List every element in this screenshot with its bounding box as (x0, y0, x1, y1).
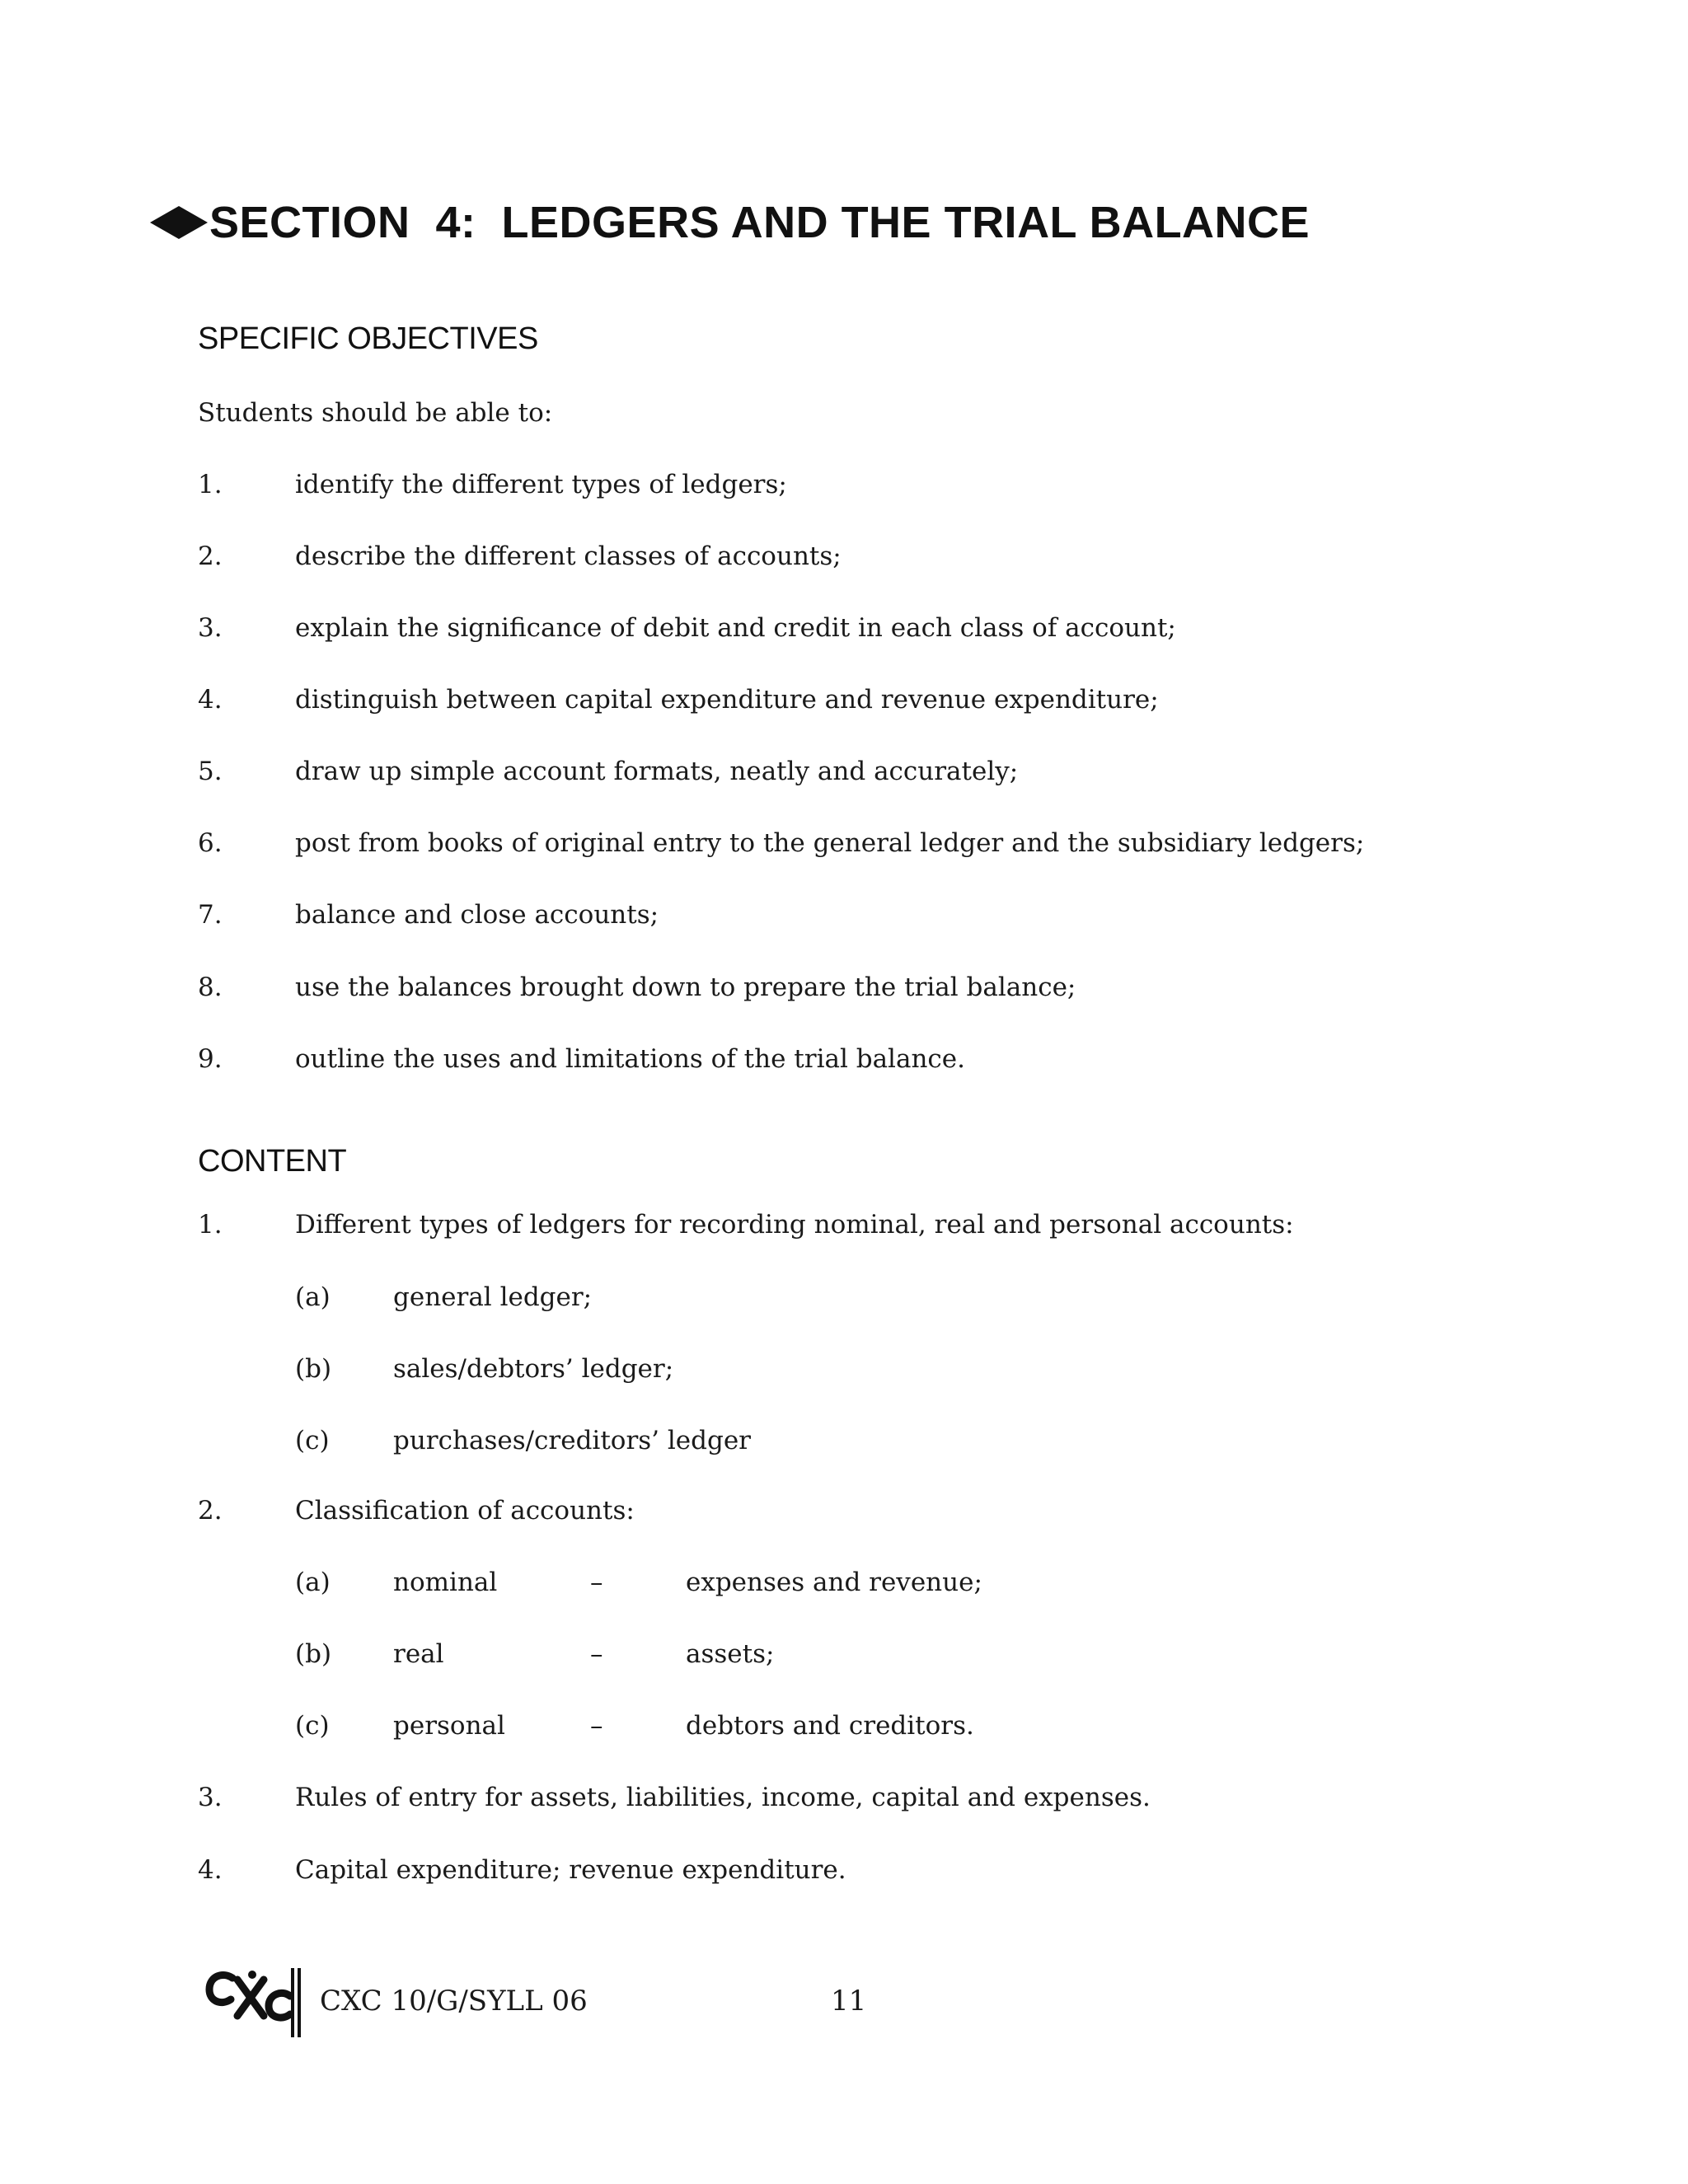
objective-number: 3. (198, 613, 223, 643)
objective-number: 7. (198, 900, 223, 930)
sub-item-text: nominal (393, 1568, 498, 1597)
footer-code: CXC 10/G/SYLL 06 (320, 1985, 588, 2018)
objective-text: outline the uses and limitations of the trial balance. (295, 1044, 965, 1074)
objective-text: draw up simple account formats, neatly and accurately; (295, 757, 1019, 786)
sub-item-text: general ledger; (393, 1282, 593, 1312)
content-number: 3. (198, 1783, 223, 1812)
content-number: 4. (198, 1855, 223, 1885)
sub-item-letter: (c) (295, 1711, 330, 1741)
content-text: Classification of accounts: (295, 1496, 635, 1526)
page-number: 11 (831, 1985, 867, 2018)
objective-number: 5. (198, 757, 223, 786)
footer-divider-icon (290, 1968, 302, 2037)
content-text: Different types of ledgers for recording nominal, real and personal accounts: (295, 1210, 1294, 1240)
sub-item-letter: (a) (295, 1568, 331, 1597)
content-number: 2. (198, 1496, 223, 1526)
objectives-intro: Students should be able to: (198, 398, 553, 428)
objectives-heading: SPECIFIC OBJECTIVES (198, 321, 538, 356)
sub-item-dash: – (590, 1639, 603, 1669)
sub-item-description: assets; (686, 1639, 775, 1669)
objective-number: 6. (198, 828, 223, 858)
sub-item-text: personal (393, 1711, 505, 1741)
objective-text: explain the significance of debit and credit in each class of account; (295, 613, 1176, 643)
sub-item-letter: (b) (295, 1354, 332, 1384)
objective-text: post from books of original entry to the general ledger and the subsidiary ledgers; (295, 828, 1365, 858)
sub-item-text: sales/debtors’ ledger; (393, 1354, 674, 1384)
sub-item-letter: (b) (295, 1639, 332, 1669)
objective-text: describe the different classes of accounts; (295, 541, 842, 571)
objective-text: use the balances brought down to prepare the trial balance; (295, 972, 1076, 1002)
objective-text: balance and close accounts; (295, 900, 659, 930)
objective-number: 2. (198, 541, 223, 571)
objective-number: 1. (198, 470, 223, 499)
diamond-bullet-icon (150, 206, 208, 239)
content-number: 1. (198, 1210, 223, 1240)
objective-number: 8. (198, 972, 223, 1002)
sub-item-text: purchases/creditors’ ledger (393, 1426, 751, 1455)
sub-item-dash: – (590, 1711, 603, 1741)
objective-text: identify the different types of ledgers; (295, 470, 787, 499)
section-heading (150, 194, 1310, 251)
content-text: Rules of entry for assets, liabilities, income, capital and expenses. (295, 1783, 1151, 1812)
cxc-logo-icon (204, 1968, 297, 2022)
objective-text: distinguish between capital expenditure and revenue expenditure; (295, 685, 1159, 715)
sub-item-description: debtors and creditors. (686, 1711, 974, 1741)
sub-item-letter: (c) (295, 1426, 330, 1455)
content-text: Capital expenditure; revenue expenditure. (295, 1855, 846, 1885)
sub-item-text: real (393, 1639, 444, 1669)
sub-item-dash: – (590, 1568, 603, 1597)
objective-number: 9. (198, 1044, 223, 1074)
objective-number: 4. (198, 685, 223, 715)
sub-item-description: expenses and revenue; (686, 1568, 982, 1597)
section-title: SECTION 4: LEDGERS AND THE TRIAL BALANCE (209, 198, 1311, 247)
sub-item-letter: (a) (295, 1282, 331, 1312)
content-heading: CONTENT (198, 1144, 347, 1179)
